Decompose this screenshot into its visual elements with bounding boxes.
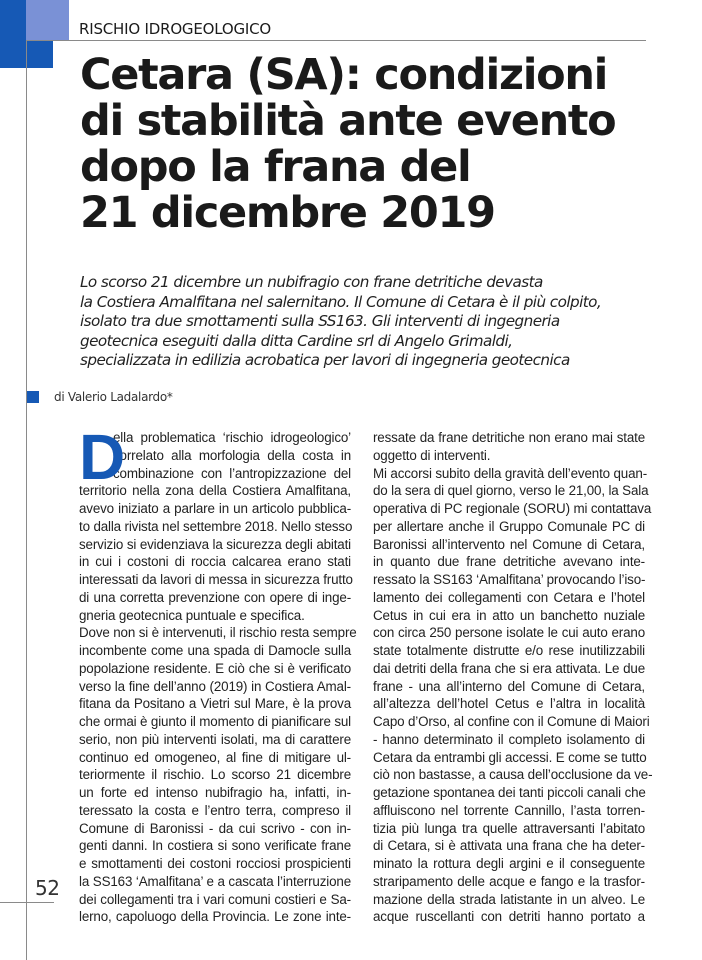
page-number-rule	[0, 902, 54, 903]
body-text-line: territorio nella zona della Costiera Amalfitana,	[79, 483, 351, 499]
body-text-line: tizia più lunga tra quelle attraversanti l’abitato	[373, 820, 645, 836]
body-text-line: in quanto due frane detritiche avevano inte-	[373, 554, 645, 570]
body-text-line: popolazione residente. E ciò che si è verificato	[79, 660, 351, 676]
body-text-line: correlato alla morfologia della costa in	[113, 447, 351, 463]
body-text-line: dai detriti della frana che si era attivata. Le due	[373, 660, 645, 676]
byline: di Valerio Ladalardo*	[54, 390, 173, 404]
body-text-line: oggetto di interventi.	[373, 447, 491, 463]
body-text-line: acque ruscellanti con detriti hanno portato a	[373, 909, 645, 925]
body-text-line: minato la rottura degli argini e il conseguente	[373, 856, 645, 871]
body-text-line: teressato la costa e l’entro terra, compreso il	[79, 802, 351, 818]
article-title	[80, 52, 680, 236]
body-text-line: verso la fine dell’anno (2019) in Costiera Amal-	[79, 678, 351, 694]
title-line: dopo la frana del	[80, 142, 471, 192]
body-text-line: Baronissi all’intervento nel Comune di Cetara,	[373, 536, 645, 552]
body-text-line: e smottamenti dei costoni rocciosi prospicienti	[79, 856, 351, 871]
body-text-line: avevo iniziato a parlare in un articolo pubblica-	[79, 501, 351, 516]
body-text-line: Capo d’Orso, al confine con il Comune di Maiori	[373, 714, 650, 729]
body-text-line: ressate da frane detritiche non erano mai state	[373, 430, 645, 445]
body-text-line: di una corretta prevenzione con opere di inge-	[79, 589, 351, 605]
lead-line: specializzata in edilizia acrobatica per lavori di ingegneria geotecnica	[80, 351, 570, 369]
drop-cap: D	[79, 421, 126, 493]
body-text-line: straripamento delle acque e fango e la trasfor-	[373, 873, 645, 889]
body-text-line: lamento dei collegamenti con Cetara e l’hotel	[373, 589, 645, 605]
body-text-line: incombente come una spada di Damocle sulla	[79, 643, 351, 658]
body-text-line: operativa di PC regionale (SORU) mi contattava	[373, 501, 652, 516]
body-text-line: Comune di Baronissi - da cui scrivo - con in-	[79, 820, 351, 836]
body-text-line: dei collegamenti tra i vari comuni costieri e Sa-	[79, 891, 351, 907]
body-text-line: do la sera di quel giorno, verso le 21,00, la Sala	[373, 483, 649, 499]
lead-line: geotecnica eseguiti dalla ditta Cardine srl di Angelo Grimaldi,	[80, 331, 513, 350]
body-text-line: ressato la SS163 ‘Amalfitana’ provocando l’iso-	[373, 572, 646, 587]
body-text-line: Cetus in cui era in atto un banchetto nuziale	[373, 607, 645, 623]
body-text-line: teriormente il rischio. Lo scorso 21 dicembre	[79, 767, 351, 783]
margin-rule	[26, 40, 27, 960]
body-column-left	[79, 421, 357, 926]
body-text-line: continuo ed omogeneo, al fine di mitigare ul-	[79, 749, 351, 765]
body-text-line: combinazione con l’antropizzazione del	[113, 465, 351, 481]
header-rule	[26, 40, 646, 41]
left-column-lines	[79, 421, 357, 926]
body-text-line: un forte ed intenso nubifragio ha, infatti, in-	[79, 785, 351, 800]
body-text-line: di Cetara, si è attivata una frana che ha deter-	[373, 838, 645, 854]
section-label: RISCHIO IDROGEOLOGICO	[79, 20, 271, 38]
body-text-line: Mi accorsi subito della gravità dell’evento quan-	[373, 465, 648, 481]
body-text-line: servizio si evidenziava la sicurezza degli abitati	[79, 536, 351, 552]
body-text-line: fitana da Positano a Vietri sul Mare, è la prova	[79, 696, 351, 712]
body-text-line: affluiscono nel torrente Cannillo, l’asta torren-	[373, 802, 645, 818]
body-text-line: mazione della strada latistante in un alveo. Le	[373, 891, 645, 907]
corner-block-dark	[0, 0, 26, 40]
body-text-line: serio, non più interventi isolati, ma di carattere	[79, 731, 351, 747]
body-text-line: per allertare anche il Gruppo Comunale PC di	[373, 518, 645, 534]
body-text-line: Dove non si è intervenuti, il rischio resta sempre	[79, 625, 357, 641]
title-line: 21 dicembre 2019	[80, 188, 495, 238]
body-text-line: ella problematica ‘rischio idrogeologico’	[113, 430, 351, 445]
body-text-line: con circa 250 persone isolate le cui auto erano	[373, 625, 645, 641]
body-text-line: che ormai è giunto il momento di pianificare sul	[79, 714, 351, 729]
body-text-line: state totalmente distrutte e/o rese inutilizzabili	[373, 643, 645, 658]
body-text-line: getazione spontanea dei tanti piccoli canali che	[373, 785, 646, 800]
page-number: 52	[35, 876, 60, 900]
body-text-line: interessati da lavori di messa in sicurezza frutto	[79, 572, 353, 587]
body-text-line: to dalla rivista nel settembre 2018. Nello stesso	[79, 518, 353, 534]
body-text-line: ciò non bastasse, a causa dell’occlusione da ve-	[373, 767, 653, 783]
body-text-line: frane - una all’interno del Comune di Cetara,	[373, 678, 645, 694]
corner-block-light	[26, 0, 69, 40]
lead-line: Lo scorso 21 dicembre un nubifragio con frane detritiche devasta	[80, 273, 543, 291]
body-text-line: all’altezza dell’hotel Cetus e l’altra in località	[373, 696, 645, 712]
body-text-line: la SS163 ‘Amalfitana’ e a cascata l’interruzione	[79, 873, 351, 889]
article-lead	[80, 273, 680, 371]
body-text-line: genti danni. In costiera si sono verificate frane	[79, 838, 351, 854]
lead-line: la Costiera Amalfitana nel salernitano. Il Comune di Cetara è il più colpito,	[80, 292, 602, 311]
body-column-right	[373, 429, 653, 926]
right-column-lines	[373, 429, 653, 926]
body-text-line: gneria geotecnica puntuale e specifica.	[79, 607, 305, 623]
body-text-line: - hanno determinato il completo isolamento di	[373, 731, 645, 747]
lead-line: isolato tra due smottamenti sulla SS163. Gli interventi di ingegneria	[80, 312, 560, 330]
title-line: Cetara (SA): condizioni	[80, 50, 608, 100]
title-line: di stabilità ante evento	[80, 96, 616, 146]
body-text-line: lerno, capoluogo della Provincia. Le zone inte-	[79, 909, 351, 925]
body-text-line: in cui i costoni di roccia calcarea erano stati	[79, 554, 351, 570]
byline-square-icon	[27, 391, 39, 403]
body-text-line: Cetara da entrambi gli accessi. E come se tutto	[373, 749, 647, 765]
